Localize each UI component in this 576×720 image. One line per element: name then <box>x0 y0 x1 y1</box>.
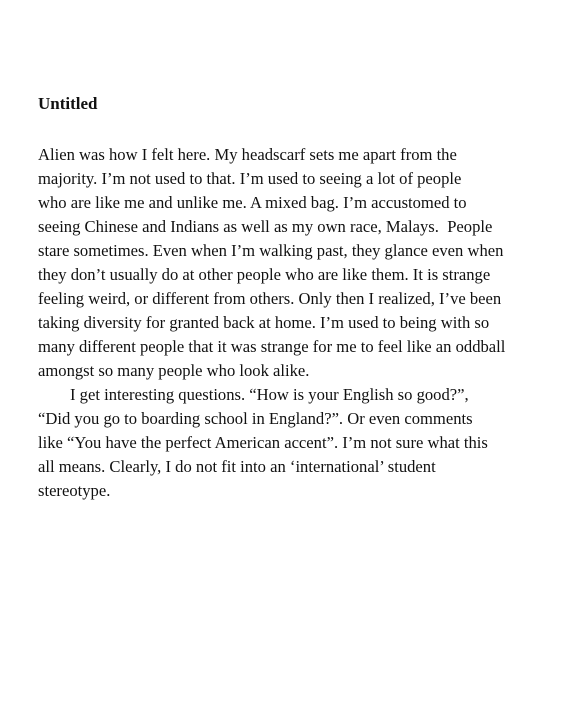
body-line: “Did you go to boarding school in England?”. Or even comments <box>38 409 473 428</box>
body-line: stereotype. <box>38 481 111 500</box>
body-line: who are like me and unlike me. A mixed bag. I’m accustomed to <box>38 193 467 212</box>
document-body <box>38 143 548 503</box>
body-line: many different people that it was strange for me to feel like an oddball <box>38 337 506 356</box>
body-line: all means. Clearly, I do not fit into an ‘international’ student <box>38 457 436 476</box>
body-line: taking diversity for granted back at home. I’m used to being with so <box>38 313 490 332</box>
body-line: like “You have the perfect American accent”. I’m not sure what this <box>38 433 488 452</box>
document-title: Untitled <box>38 94 98 113</box>
body-line: stare sometimes. Even when I’m walking past, they glance even when <box>38 241 504 260</box>
body-line: they don’t usually do at other people who are like them. It is strange <box>38 265 491 284</box>
body-line: majority. I’m not used to that. I’m used to seeing a lot of people <box>38 169 462 188</box>
body-line: feeling weird, or different from others. Only then I realized, I’ve been <box>38 289 502 308</box>
body-line: seeing Chinese and Indians as well as my own race, Malays. People <box>38 217 493 236</box>
body-line: Alien was how I felt here. My headscarf sets me apart from the <box>38 145 457 164</box>
paragraph-start-line: I get interesting questions. “How is your English so good?”, <box>70 385 469 404</box>
body-line: amongst so many people who look alike. <box>38 361 310 380</box>
